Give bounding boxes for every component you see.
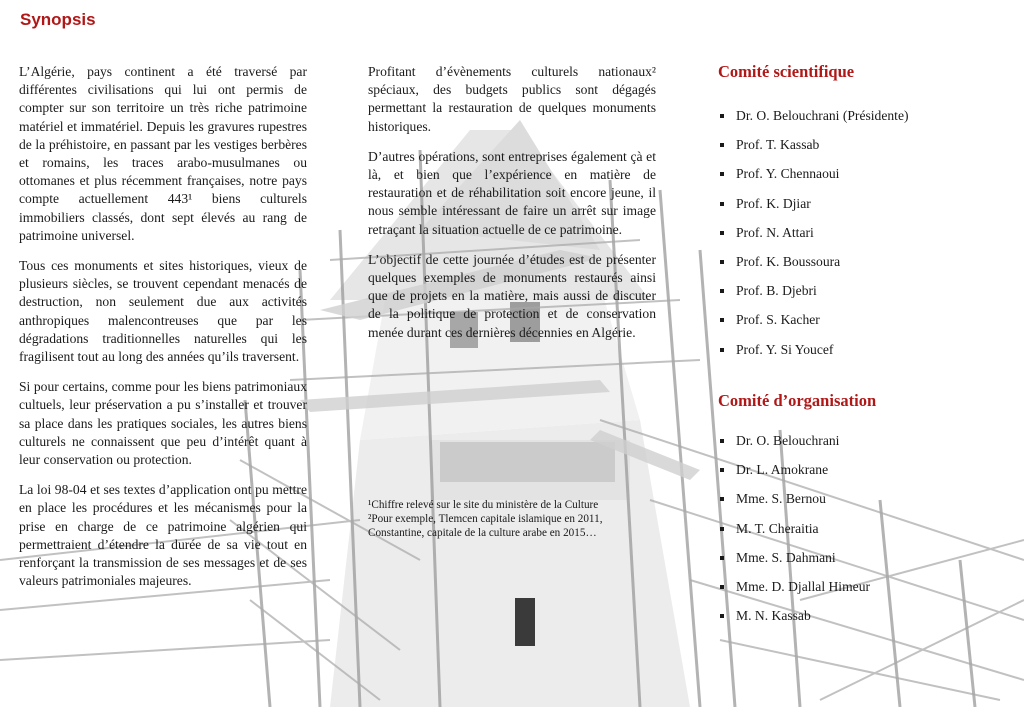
list-item: Prof. T. Kassab (718, 136, 909, 165)
list-item: Dr. O. Belouchrani (Présidente) (718, 107, 909, 136)
paragraph: L’objectif de cette journée d’études est de présenter quelques exemples de monuments restaurés ainsi que de projets en la matière, mais aussi de discuter de la politique de protection et de conservation menée durant ces dernières décennies en Algérie. (368, 251, 656, 340)
list-item: Prof. K. Djiar (718, 195, 909, 224)
list-item: Mme. D. Djallal Himeur (718, 578, 870, 607)
synopsis-column-1 (19, 63, 307, 602)
list-item: Prof. Y. Chennaoui (718, 165, 909, 194)
footnote-1: ¹Chiffre relevé sur le site du ministère de la Culture (368, 499, 599, 511)
paragraph: Tous ces monuments et sites historiques, vieux de plusieurs siècles, se trouvent cependant menacés de destruction, non seulement due aux activités anthropiques malencontreuses que par les dégradations traditionnelles naturelles qui les fragilisent tout au long des années qu’ils traversent. (19, 258, 307, 365)
list-item: Mme. S. Dahmani (718, 549, 870, 578)
list-item: M. N. Kassab (718, 607, 870, 636)
list-item: Dr. O. Belouchrani (718, 432, 870, 461)
list-item: Prof. B. Djebri (718, 282, 909, 311)
footnote-2: ²Pour exemple, Tlemcen capitale islamique en 2011, Constantine, capitale de la culture arabe en 2015… (368, 513, 603, 539)
synopsis-column-2 (368, 63, 656, 354)
list-item: Prof. S. Kacher (718, 311, 909, 340)
paragraph: D’autres opérations, sont entreprises également çà et là, et bien que l’expérience en matière de restauration et de réhabilitation soit encore jeune, il nous semble intéressant de faire un arrêt sur image retraçant la situation actuelle de ce patrimoine. (368, 148, 656, 237)
list-item: M. T. Cheraitia (718, 520, 870, 549)
scientific-committee-heading: Comité scientifique (718, 62, 855, 81)
paragraph: Si pour certains, comme pour les biens patrimoniaux cultuels, leur préservation a pu s’installer et trouver sa place dans les pratiques sociales, les autres biens culturels ne connaissent que peu d’intérêt quant à leur conservation ou protection. (19, 379, 307, 468)
scientific-committee-list (718, 107, 909, 370)
section-title: Synopsis (20, 10, 96, 29)
list-item: Prof. K. Boussoura (718, 253, 909, 282)
paragraph: Profitant d’évènements culturels nationaux² spéciaux, des budgets publics sont dégagés permettant la restauration de quelques monuments historiques. (368, 64, 656, 134)
organisation-committee-heading: Comité d’organisation (718, 391, 877, 410)
list-item: Mme. S. Bernou (718, 490, 870, 519)
paragraph: La loi 98-04 et ses textes d’application ont pu mettre en place les procédures et les mécanismes pour la prise en charge de ce patrimoine algérien qui permettraient d’étendre la durée de sa vie tout en renforçant la transmission de ses messages et de ses valeurs patrimoniales majeures. (19, 482, 307, 589)
paragraph: L’Algérie, pays continent a été traversé par différentes civilisations qui lui ont permis de compter sur son territoire un très riche patrimoine matériel et immatériel. Depuis les gravures rupestres de la préhistoire, en passant par les vestiges berbères et romains, les traces arabo-musulmanes ou ottomanes et plus récemment françaises, notre pays compte actuellement 443¹ biens culturels immobiliers classés, dont sept élevés au rang de patrimoine universel. (19, 64, 307, 243)
organisation-committee-list (718, 432, 870, 636)
list-item: Prof. N. Attari (718, 224, 909, 253)
footnotes (368, 498, 656, 540)
list-item: Prof. Y. Si Youcef (718, 341, 909, 370)
list-item: Dr. L. Amokrane (718, 461, 870, 490)
